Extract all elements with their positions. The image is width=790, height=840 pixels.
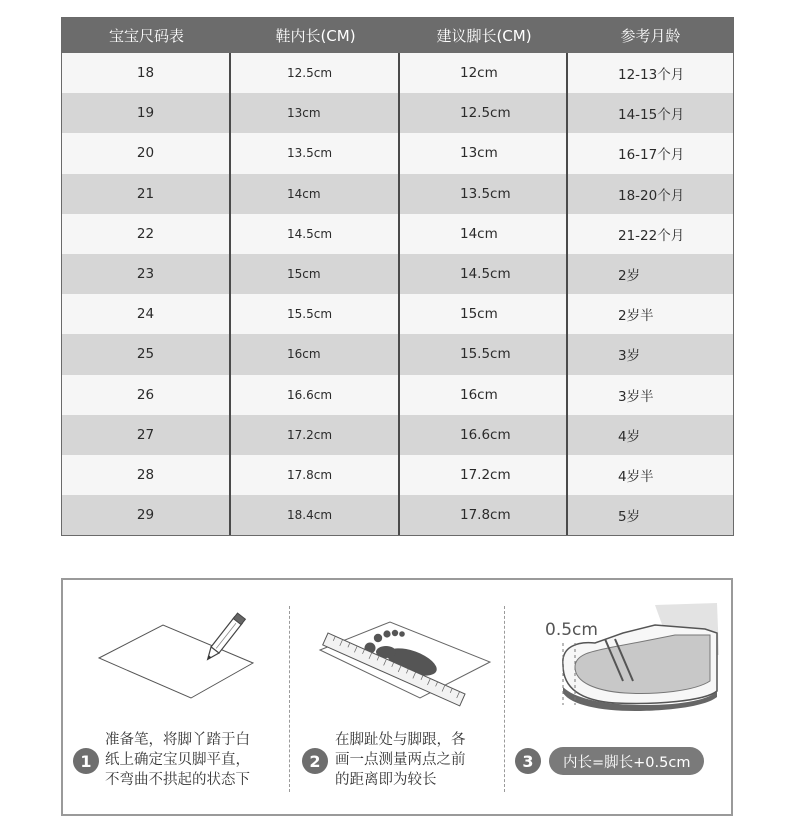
header-age: 参考月龄 xyxy=(620,27,681,45)
cell-age: 18-20个月 xyxy=(618,187,685,204)
table-row xyxy=(62,455,733,495)
table-row xyxy=(62,415,733,455)
cell-inner-length: 16cm xyxy=(231,334,400,374)
gap-label: 0.5cm xyxy=(545,620,598,640)
cell-inner-length: 15cm xyxy=(231,254,400,294)
cell-age: 14-15个月 xyxy=(618,107,685,124)
cell-age: 4岁 xyxy=(618,428,641,445)
cell-foot-length: 17.8cm xyxy=(400,495,568,535)
step-number-badge: 2 xyxy=(302,748,328,774)
cell-age: 12-13个月 xyxy=(618,67,685,84)
cell-inner-length: 13.5cm xyxy=(231,133,400,173)
table-row xyxy=(62,53,733,93)
step-2-instructions: 在脚趾处与脚跟，各 画一点测量两点之前 的距离即为较长 xyxy=(335,732,466,788)
cell-inner-length: 17.8cm xyxy=(231,455,400,495)
cell-inner-length: 14.5cm xyxy=(231,214,400,254)
size-chart-table xyxy=(61,17,734,536)
table-row xyxy=(62,93,733,133)
cell-size: 26 xyxy=(62,375,231,415)
cell-age: 2岁 xyxy=(618,268,641,285)
table-header xyxy=(62,18,733,53)
cell-inner-length: 14cm xyxy=(231,174,400,214)
paper-and-pencil-illustration xyxy=(63,600,289,730)
guide-step-2 xyxy=(290,580,504,814)
header-inner-length: 鞋内长(CM) xyxy=(275,27,356,45)
table-row xyxy=(62,375,733,415)
table-row xyxy=(62,334,733,374)
cell-size: 21 xyxy=(62,174,231,214)
cell-foot-length: 13cm xyxy=(400,133,568,173)
cell-foot-length: 12.5cm xyxy=(400,93,568,133)
cell-size: 28 xyxy=(62,455,231,495)
cell-foot-length: 16cm xyxy=(400,375,568,415)
guide-step-3 xyxy=(505,580,731,814)
step-number-badge: 1 xyxy=(73,748,99,774)
cell-size: 18 xyxy=(62,53,231,93)
inner-length-formula: 内长=脚长+0.5cm xyxy=(549,747,704,775)
cell-age: 4岁半 xyxy=(618,468,654,485)
cell-foot-length: 12cm xyxy=(400,53,568,93)
measuring-guide xyxy=(61,578,733,816)
header-foot-length: 建议脚长(CM) xyxy=(436,27,532,45)
cell-inner-length: 12.5cm xyxy=(231,53,400,93)
cell-size: 22 xyxy=(62,214,231,254)
cell-size: 23 xyxy=(62,254,231,294)
cell-size: 29 xyxy=(62,495,231,535)
cell-inner-length: 17.2cm xyxy=(231,415,400,455)
cell-foot-length: 17.2cm xyxy=(400,455,568,495)
table-row xyxy=(62,174,733,214)
cell-age: 3岁 xyxy=(618,348,641,365)
cell-size: 27 xyxy=(62,415,231,455)
header-size: 宝宝尺码表 xyxy=(108,27,184,45)
cell-age: 2岁半 xyxy=(618,308,654,325)
table-row xyxy=(62,133,733,173)
table-row xyxy=(62,495,733,535)
cell-size: 20 xyxy=(62,133,231,173)
cell-size: 25 xyxy=(62,334,231,374)
table-body xyxy=(62,53,733,535)
cell-inner-length: 16.6cm xyxy=(231,375,400,415)
cell-foot-length: 16.6cm xyxy=(400,415,568,455)
cell-inner-length: 13cm xyxy=(231,93,400,133)
cell-size: 19 xyxy=(62,93,231,133)
cell-foot-length: 13.5cm xyxy=(400,174,568,214)
step-1-instructions: 准备笔，将脚丫踏于白 纸上确定宝贝脚平直， 不弯曲不拱起的状态下 xyxy=(105,732,250,788)
cell-age: 21-22个月 xyxy=(618,227,685,244)
guide-step-1 xyxy=(63,580,289,814)
cell-age: 16-17个月 xyxy=(618,147,685,164)
table-row xyxy=(62,254,733,294)
cell-foot-length: 14.5cm xyxy=(400,254,568,294)
cell-foot-length: 14cm xyxy=(400,214,568,254)
cell-foot-length: 15.5cm xyxy=(400,334,568,374)
table-row xyxy=(62,294,733,334)
cell-inner-length: 15.5cm xyxy=(231,294,400,334)
table-row xyxy=(62,214,733,254)
cell-age: 3岁半 xyxy=(618,388,654,405)
cell-foot-length: 15cm xyxy=(400,294,568,334)
shoe-fit-illustration xyxy=(505,595,731,720)
cell-inner-length: 18.4cm xyxy=(231,495,400,535)
cell-age: 5岁 xyxy=(618,509,641,526)
foot-and-ruler-illustration xyxy=(290,600,504,730)
step-number-badge: 3 xyxy=(515,748,541,774)
cell-size: 24 xyxy=(62,294,231,334)
